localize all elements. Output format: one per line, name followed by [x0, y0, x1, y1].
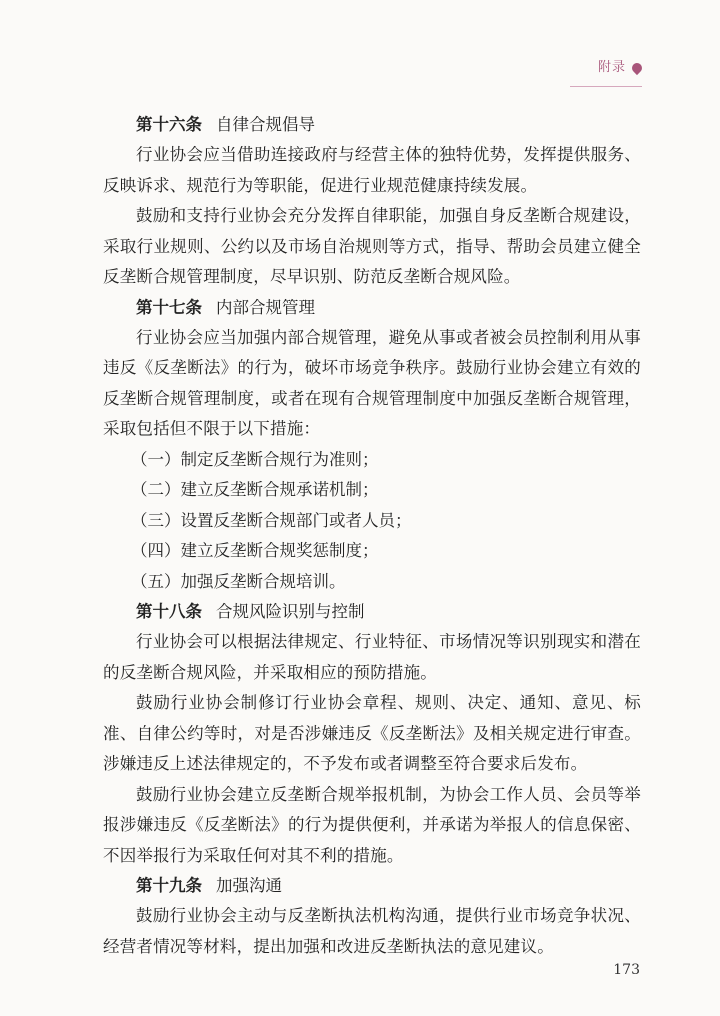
article-title: 合规风险识别与控制 — [216, 602, 365, 621]
page-body — [103, 110, 641, 962]
list-item: （一）制定反垄断合规行为准则； — [131, 449, 379, 469]
list-item: （三）设置反垄断合规部门或者人员； — [131, 510, 412, 530]
article-title: 加强沟通 — [216, 876, 282, 895]
leaf-icon — [630, 60, 644, 74]
paragraph: 行业协会应当借助连接政府与经营主体的独特优势，发挥提供服务、反映诉求、规范行为等职能，促进行业规范健康持续发展。 — [103, 145, 641, 195]
article-number: 第十九条 — [136, 876, 202, 895]
article-heading — [103, 293, 641, 323]
header-divider — [570, 86, 642, 87]
paragraph: 鼓励行业协会建立反垄断合规举报机制，为协会工作人员、会员等举报涉嫌违反《反垄断法》的行为提供便利，并承诺为举报人的信息保密、不因举报行为采取任何对其不利的措施。 — [103, 784, 641, 865]
article-number: 第十六条 — [136, 115, 202, 134]
article-number: 第十七条 — [136, 297, 202, 317]
article-heading — [103, 871, 641, 901]
article-heading — [103, 110, 641, 140]
list-item: （二）建立反垄断合规承诺机制； — [131, 480, 379, 499]
section-label: 附录 — [597, 60, 626, 75]
paragraph: 鼓励行业协会制修订行业协会章程、规则、决定、通知、意见、标准、自律公约等时，对是否涉嫌违反《反垄断法》及相关规定进行审查。涉嫌违反上述法律规定的，不予发布或者调整至符合要求后发布。 — [103, 693, 641, 773]
paragraph: 鼓励行业协会主动与反垄断执法机构沟通，提供行业市场竞争状况、经营者情况等材料，提出加强和改进反垄断执法的意见建议。 — [103, 906, 641, 956]
article-number: 第十八条 — [136, 602, 202, 621]
running-header — [598, 56, 642, 75]
article-heading — [103, 597, 641, 627]
paragraph: 鼓励和支持行业协会充分发挥自律职能，加强自身反垄断合规建设，采取行业规则、公约以及市场自治规则等方式，指导、帮助会员建立健全反垄断合规管理制度，尽早识别、防范反垄断合规风险。 — [103, 206, 641, 286]
list-item: （四）建立反垄断合规奖惩制度； — [131, 541, 379, 560]
paragraph: 行业协会可以根据法律规定、行业特征、市场情况等识别现实和潜在的反垄断合规风险，并采取相应的预防措施。 — [103, 632, 641, 682]
page-number: 173 — [613, 962, 640, 978]
article-title: 自律合规倡导 — [216, 115, 315, 134]
paragraph: 行业协会应当加强内部合规管理，避免从事或者被会员控制利用从事违反《反垄断法》的行为，破坏市场竞争秩序。鼓励行业协会建立有效的反垄断合规管理制度，或者在现有合规管理制度中加强反垄断合规管理，采取包括但不限于以下措施： — [103, 327, 641, 438]
article-title: 内部合规管理 — [216, 297, 315, 317]
list-item: （五）加强反垄断合规培训。 — [131, 571, 346, 591]
